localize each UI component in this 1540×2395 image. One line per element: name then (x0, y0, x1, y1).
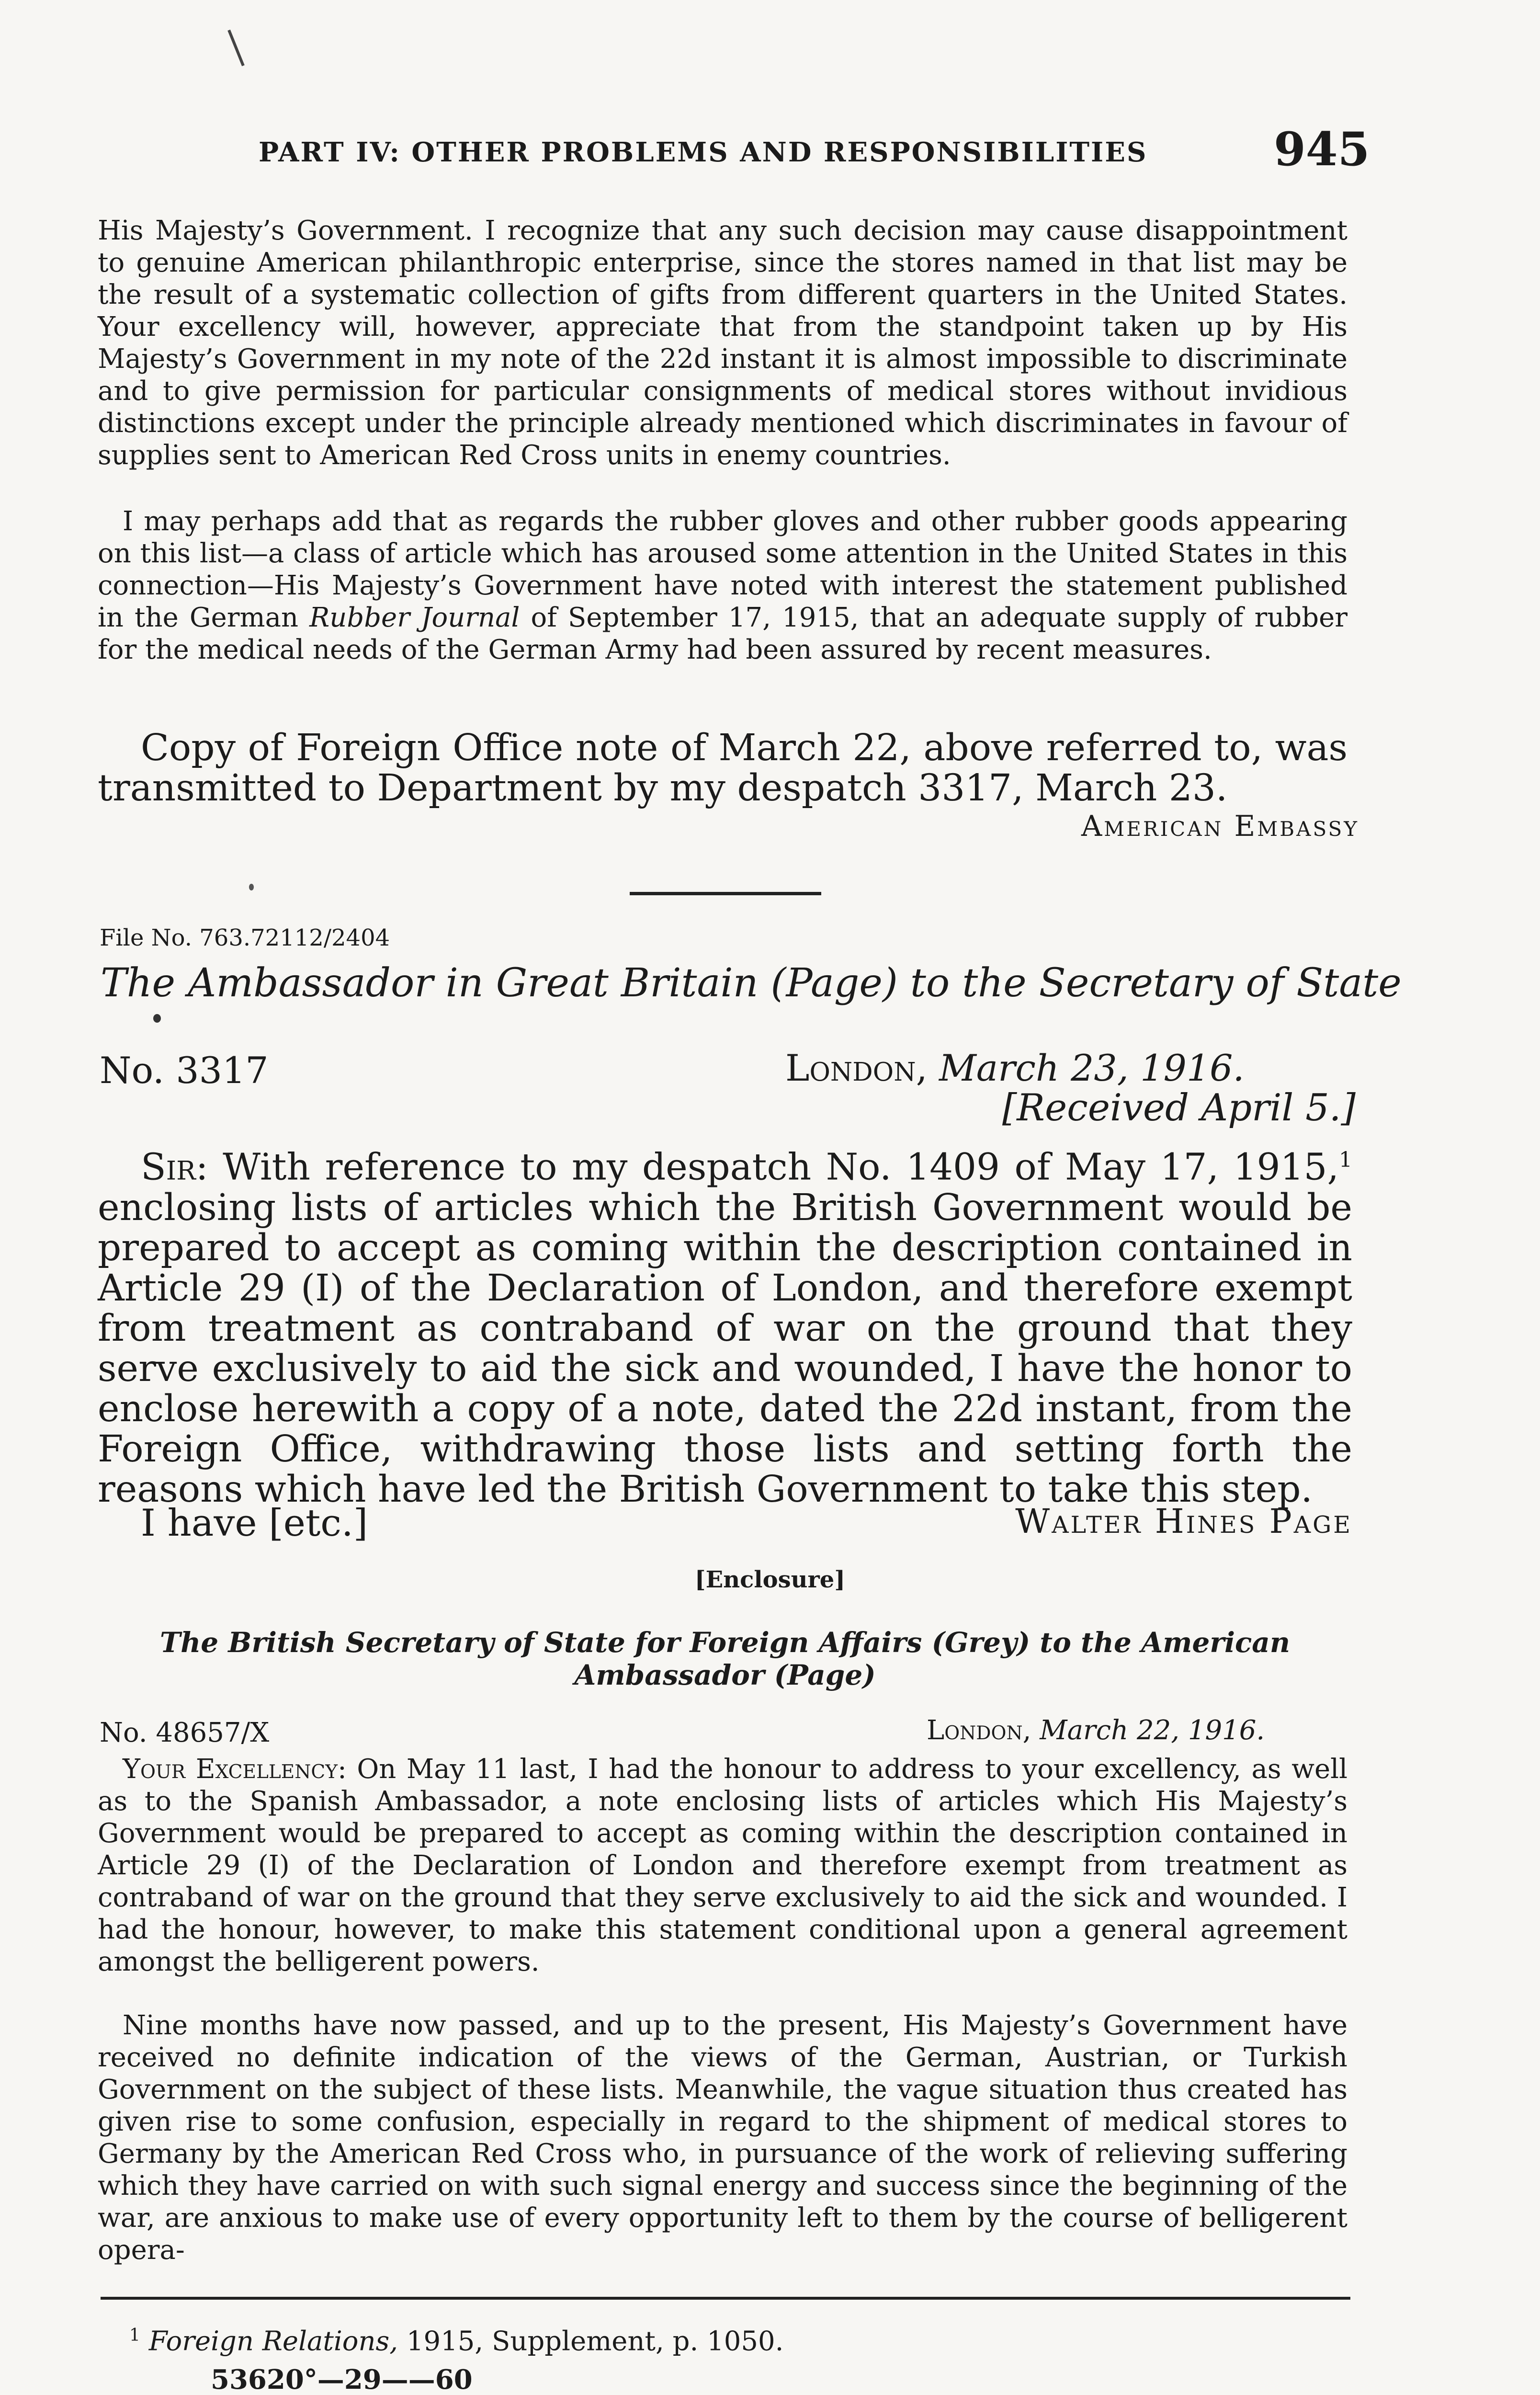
page-number: 945 (1274, 122, 1370, 176)
ambassador-signature: Walter Hines Page (1015, 1502, 1352, 1541)
running-header: PART IV: OTHER PROBLEMS AND RESPONSIBILITIES (259, 137, 1148, 168)
embassy-signature: American Embassy (1081, 810, 1359, 843)
despatch-closing (98, 1502, 1352, 1545)
footnote-text: 1915, Supplement, p. 1050. (398, 2326, 784, 2357)
enclosure-paragraph-1 (98, 1753, 1348, 1978)
dateline-city: London, (927, 1715, 1031, 1746)
despatch-body (98, 1140, 1352, 1510)
enclosure-label: [Enclosure] (694, 1566, 846, 1593)
footnote (129, 2326, 783, 2357)
paragraph-text: On May 11 last, I had the honour to address to your excellency, as well as to the Spanish Ambassador, a note enclosing lists of articles which His Majesty’s Government would be prepared to accept as coming within the description contained in Article 29 (I) of the Declaration of London and therefore exempt from treatment as contraband of war on the ground that they serve exclusively to aid the sick and wounded. I had the honour, however, to make this statement conditional upon a general agreement amongst the belligerent powers. (98, 1754, 1348, 1977)
closing-phrase: I have [etc.] (141, 1502, 368, 1545)
body-text: enclosing lists of articles which the British Government would be prepared to accept as coming within the description contained in Article 29 (I) of the Declaration of London, and therefore exempt from treatment as contraband of war on the ground that they serve exclusively to aid the sick and wounded, I have the honor to enclose herewith a copy of a note, dated the 22d instant, from the Foreign Office, withdrawing those lists and setting forth the reasons which have led the British Government to take this step. (98, 1186, 1352, 1511)
footnote-source: Foreign Relations, (148, 2326, 398, 2357)
salutation: Sir: (141, 1146, 208, 1189)
salutation: Your Excellency: (123, 1754, 347, 1785)
section-divider (630, 892, 821, 895)
scan-mark (227, 30, 245, 66)
file-number: File No. 763.72112/2404 (100, 924, 390, 951)
despatch-number: No. 3317 (100, 1049, 269, 1092)
dateline-date: March 22, 1916. (1040, 1715, 1265, 1746)
footnote-rule (101, 2297, 1350, 2300)
continued-paragraph-2 (98, 505, 1348, 666)
transmittal-paragraph: Copy of Foreign Office note of March 22, above referred to, was transmitted to Department by my despatch 3317, March 23. (98, 727, 1348, 810)
enclosure-title: The British Secretary of State for Foreign Affairs (Grey) to the American Ambassador (Page) (159, 1626, 1291, 1691)
journal-title: Rubber Journal (309, 602, 520, 633)
footnote-marker: 1 (129, 2326, 140, 2345)
enclosure-dateline (927, 1715, 1265, 1746)
paragraph-text: of September 17, 1915, that an adequate supply of rubber for the medical needs of the German Army had been assured by recent measures. (98, 602, 1348, 665)
scan-speck (153, 1014, 161, 1023)
received-date: [Received April 5.] (1002, 1086, 1356, 1129)
enclosure-paragraph-2: Nine months have now passed, and up to the present, His Majesty’s Government have received no definite indication of the views of the German, Austrian, or Turkish Government on the subject of these lists. Meanwhile, the vague situation thus created has given rise to some confusion, especially in regard to the shipment of medical stores to Germany by the American Red Cross who, in pursuance of the work of relieving suffering which they have carried on with such signal energy and success since the beginning of the war, are anxious to make use of every opportunity left to them by the course of belligerent opera- (98, 2010, 1348, 2266)
dateline (785, 1047, 1245, 1089)
scan-speck (249, 884, 254, 890)
dateline-date: March 23, 1916. (939, 1047, 1245, 1089)
document-title: The Ambassador in Great Britain (Page) to the Secretary of State (101, 960, 1402, 1006)
enclosure-number: No. 48657/X (100, 1717, 270, 1748)
print-code: 53620°—29——60 (211, 2364, 473, 2395)
continued-paragraph-1: His Majesty’s Government. I recognize that any such decision may cause disappointment to genuine American philanthropic enterprise, since the stores named in that list may be the result of a systematic collection of gifts from different quarters in the United States. Your excellency will, however, appreciate that from the standpoint taken up by His Majesty’s Government in my note of the 22d instant it is almost impossible to discriminate and to give permission for particular consignments of medical stores without invidious distinctions except under the principle already mentioned which discriminates in favour of supplies sent to American Red Cross units in enemy countries. (98, 215, 1348, 471)
footnote-marker: 1 (1339, 1148, 1352, 1172)
dateline-city: London, (785, 1047, 928, 1089)
paragraph-text: I may perhaps add that as regards the rubber gloves and other rubber goods appearing on this list—a class of article which has aroused some attention in the United States in this connection—His Majesty’s Government have noted with interest the statement published in the German (98, 506, 1348, 633)
body-text: With reference to my despatch No. 1409 of May 17, 1915, (208, 1146, 1339, 1189)
